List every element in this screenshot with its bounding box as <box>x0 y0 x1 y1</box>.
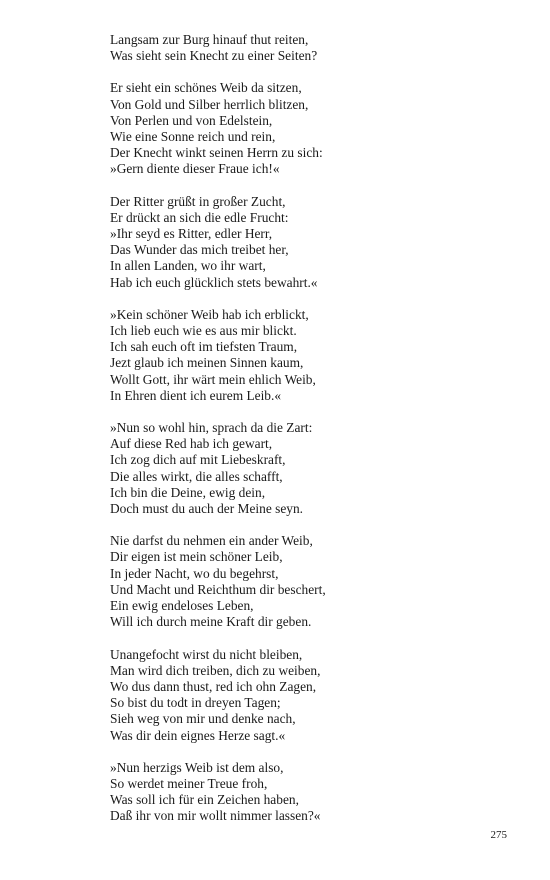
verse-line: »Nun so wohl hin, sprach da die Zart: <box>110 420 313 436</box>
verse-line: Von Perlen und von Edelstein, <box>110 112 273 128</box>
verse-line: Wollt Gott, ihr wärt mein ehlich Weib, <box>110 371 316 387</box>
verse-line: Ein ewig endeloses Leben, <box>110 598 254 614</box>
verse-line: Ich bin die Deine, ewig dein, <box>110 484 266 500</box>
verse-line: Was sieht sein Knecht zu einer Seiten? <box>110 48 318 64</box>
verse-line: Ich zog dich auf mit Liebeskraft, <box>110 452 286 468</box>
verse-line: Jezt glaub ich meinen Sinnen kaum, <box>110 355 304 371</box>
verse-line: Und Macht und Reichthum dir beschert, <box>110 581 326 597</box>
verse-line: Wie eine Sonne reich und rein, <box>110 129 276 145</box>
verse-line: Langsam zur Burg hinauf thut reiten, <box>110 32 309 47</box>
stanza <box>110 533 530 630</box>
verse-line: »Ihr seyd es Ritter, edler Herr, <box>110 226 273 242</box>
verse-line: Dir eigen ist mein schöner Leib, <box>110 549 283 565</box>
verse-line: Man wird dich treiben, dich zu weiben, <box>110 662 321 678</box>
stanza <box>110 307 530 404</box>
verse-line: Nie darfst du nehmen ein ander Weib, <box>110 533 313 549</box>
verse-line: Wo dus dann thust, red ich ohn Zagen, <box>110 678 317 694</box>
verse-line: Hab ich euch glücklich stets bewahrt.« <box>110 274 318 290</box>
verse-line: Will ich durch meine Kraft dir geben. <box>110 614 312 630</box>
stanza <box>110 760 530 825</box>
verse-line: Von Gold und Silber herrlich blitzen, <box>110 96 309 112</box>
verse-line: Er sieht ein schönes Weib da sitzen, <box>110 80 302 96</box>
verse-line: »Kein schöner Weib hab ich erblickt, <box>110 306 309 322</box>
poem-text <box>110 32 530 841</box>
verse-line: Er drückt an sich die edle Frucht: <box>110 209 289 225</box>
verse-line: Doch must du auch der Meine seyn. <box>110 501 304 517</box>
verse-line: In allen Landen, wo ihr wart, <box>110 258 266 274</box>
stanza <box>110 32 530 64</box>
verse-line: Ich lieb euch wie es aus mir blickt. <box>110 323 297 339</box>
verse-line: Was dir dein eignes Herze sagt.« <box>110 727 286 743</box>
verse-line: Die alles wirkt, die alles schafft, <box>110 468 283 484</box>
stanza <box>110 420 530 517</box>
verse-line: Der Knecht winkt seinen Herrn zu sich: <box>110 145 323 161</box>
verse-line: Das Wunder das mich treibet her, <box>110 242 289 258</box>
verse-line: Auf diese Red hab ich gewart, <box>110 436 273 452</box>
stanza <box>110 80 530 177</box>
verse-line: Sieh weg von mir und denke nach, <box>110 711 296 727</box>
verse-line: So werdet meiner Treue froh, <box>110 775 268 791</box>
verse-line: In Ehren dient ich eurem Leib.« <box>110 387 282 403</box>
page-number: 275 <box>490 829 507 841</box>
verse-line: »Gern diente dieser Fraue ich!« <box>110 161 280 177</box>
verse-line: In jeder Nacht, wo du begehrst, <box>110 565 279 581</box>
verse-line: Ich sah euch oft im tiefsten Traum, <box>110 339 298 355</box>
verse-line: Unangefocht wirst du nicht bleiben, <box>110 646 303 662</box>
verse-line: Daß ihr von mir wollt nimmer lassen?« <box>110 808 321 824</box>
verse-line: Was soll ich für ein Zeichen haben, <box>110 792 299 808</box>
verse-line: Der Ritter grüßt in großer Zucht, <box>110 193 286 209</box>
verse-line: »Nun herzigs Weib ist dem also, <box>110 759 284 775</box>
stanza <box>110 647 530 744</box>
verse-line: So bist du todt in dreyen Tagen; <box>110 695 281 711</box>
stanza <box>110 194 530 291</box>
